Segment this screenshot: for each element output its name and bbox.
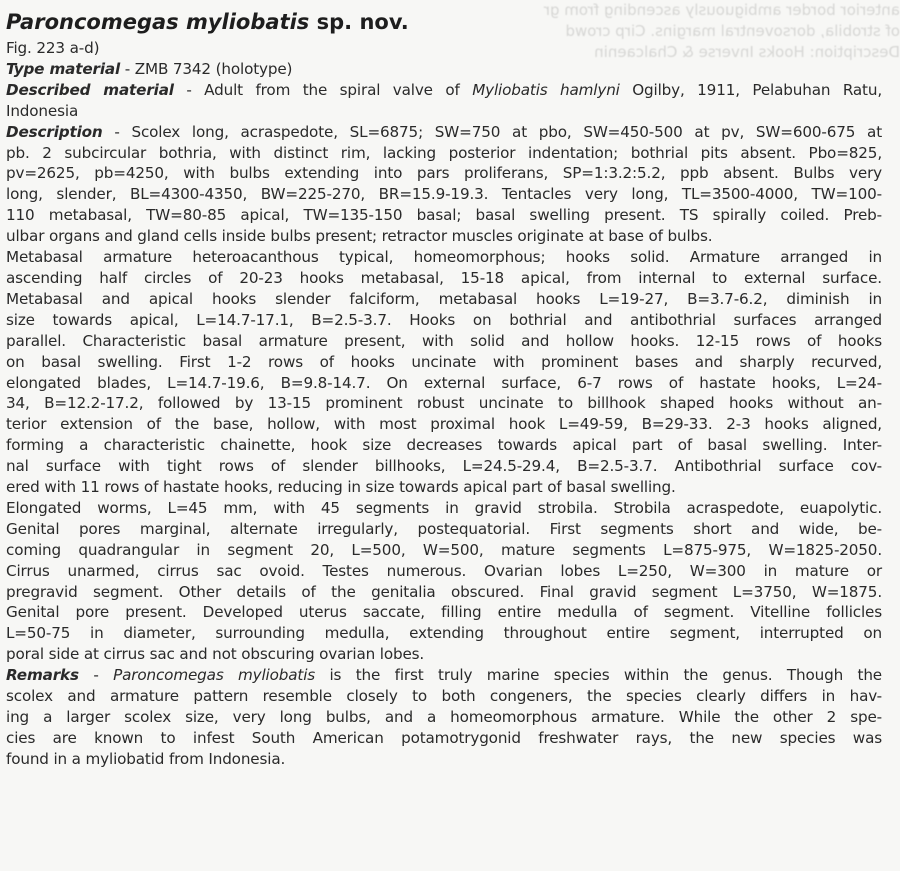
text-run: pv=2625, pb=4250, with bulbs extending into pars proliferans, SP=1:3.2:5.2, ppb absent. Bulbs very: [6, 164, 882, 183]
text-line: [6, 582, 882, 603]
italic-taxon: Paroncomegas myliobatis: [113, 666, 316, 685]
species-suffix: sp. nov.: [309, 10, 409, 34]
text-run: elongated blades, L=14.7-19.6, B=9.8-14.7. On external surface, 6-7 rows of hastate hooks, L=24-: [6, 373, 882, 392]
text-run: coming quadrangular in segment 20, L=500, W=500, mature segments L=875-975, W=1825-2050.: [6, 540, 882, 559]
text-run: terior extension of the base, hollow, with most proximal hook L=49-59, B=29-33. 2-3 hooks aligned,: [6, 415, 882, 434]
text-line: [6, 247, 882, 268]
species-title: [6, 8, 882, 36]
section-label: Remarks: [6, 666, 79, 685]
text-run: Ogilby, 1911, Pelabuhan Ratu,: [619, 80, 883, 99]
text-run: long, slender, BL=4300-4350, BW=225-270, BR=15.9-19.3. Tentacles very long, TL=3500-4000, TW=100-: [6, 185, 882, 204]
text-line: [6, 623, 882, 644]
bleed-line: Description: Hooks Inverse & Chalcaenin: [594, 43, 900, 61]
text-run: - Adult from the spiral valve of: [173, 80, 473, 99]
text-line: [6, 686, 882, 707]
text-run: Metabasal and apical hooks slender falciform, metabasal hooks L=19-27, B=3.7-6.2, diminish in: [6, 289, 882, 308]
text-run: cies are known to infest South American potamotrygonid freshwater rays, the new species was: [6, 728, 882, 747]
text-run: ascending half circles of 20-23 hooks metabasal, 15-18 apical, from internal to external surface.: [6, 268, 882, 287]
entry-body: [6, 38, 882, 770]
text-run: pb. 2 subcircular bothria, with distinct rim, lacking posterior indentation; bothrial pits absent. Pbo=825,: [6, 143, 882, 162]
text-run: poral side at cirrus sac and not obscuring ovarian lobes.: [6, 645, 425, 664]
text-line: [6, 205, 882, 226]
text-run: scolex and armature pattern resemble closely to both congeners, the species clearly differs in hav-: [6, 687, 882, 706]
text-line: [6, 122, 882, 143]
section-label: Described material: [6, 80, 174, 99]
section-label: Description: [6, 122, 103, 141]
text-line: [6, 163, 882, 184]
text-line: [6, 435, 882, 456]
text-run: Genital pore present. Developed uterus saccate, filling entire medulla of segment. Vitelline follicles: [6, 603, 882, 622]
species-name: Paroncomegas myliobatis: [6, 10, 310, 34]
section-label: Type material: [6, 59, 121, 78]
text-run: Metabasal armature heteroacanthous typical, homeomorphous; hooks solid. Armature arranged in: [6, 248, 882, 267]
text-run: Genital pores marginal, alternate irregularly, postequatorial. First segments short and wide, be-: [6, 519, 882, 538]
text-line: [6, 456, 882, 477]
text-run: 34, B=12.2-17.2, followed by 13-15 prominent robust uncinate to billhook shaped hooks without an-: [6, 394, 882, 413]
text-line: [6, 393, 882, 414]
text-run: -: [78, 666, 114, 685]
text-line: [6, 602, 882, 623]
text-line: [6, 707, 882, 728]
text-run: nal surface with tight rows of slender billhooks, L=24.5-29.4, B=2.5-3.7. Antibothrial surface cov-: [6, 457, 882, 476]
text-run: ulbar organs and gland cells inside bulbs present; retractor muscles originate at base of bulbs.: [6, 227, 713, 246]
text-line: [6, 80, 882, 101]
text-run: Fig. 223 a-d): [6, 39, 100, 57]
species-entry: [6, 8, 882, 770]
text-run: found in a myliobatid from Indonesia.: [6, 749, 286, 768]
bleed-line: of strobila, dorsoventral margins. Cirp crowd: [565, 22, 900, 40]
text-run: - ZMB 7342 (holotype): [120, 59, 293, 78]
text-line: [6, 540, 882, 561]
text-line: [6, 184, 882, 205]
text-run: on basal swelling. First 1-2 rows of hooks uncinate with prominent bases and sharply recurved,: [6, 352, 882, 371]
text-line: [6, 519, 882, 540]
text-line: [6, 310, 882, 331]
text-run: - Scolex long, acraspedote, SL=6875; SW=750 at pbo, SW=450-500 at pv, SW=600-675 at: [102, 122, 882, 141]
text-line: [6, 477, 882, 498]
text-line: [6, 289, 882, 310]
text-run: pregravid segment. Other details of the genitalia obscured. Final gravid segment L=3750, W=1875.: [6, 582, 882, 601]
text-line: [6, 268, 882, 289]
text-line: [6, 352, 882, 373]
text-run: Elongated worms, L=45 mm, with 45 segments in gravid strobila. Strobila acraspedote, euapolytic.: [6, 498, 882, 517]
text-run: size towards apical, L=14.7-17.1, B=2.5-3.7. Hooks on bothrial and antibothrial surfaces arranged: [6, 310, 882, 329]
text-line: [6, 331, 882, 352]
text-line: [6, 728, 882, 749]
text-line: [6, 749, 882, 770]
text-run: ered with 11 rows of hastate hooks, reducing in size towards apical part of basal swelling.: [6, 478, 676, 497]
text-line: [6, 101, 882, 122]
text-line: [6, 373, 882, 394]
text-line: [6, 498, 882, 519]
text-line: [6, 59, 882, 80]
text-run: parallel. Characteristic basal armature present, with solid and hollow hooks. 12-15 rows of hooks: [6, 331, 882, 350]
text-run: L=50-75 in diameter, surrounding medulla, extending throughout entire segment, interrupted on: [6, 624, 882, 643]
text-run: forming a characteristic chainette, hook size decreases towards apical part of basal swelling. Inter-: [6, 436, 882, 455]
text-line: [6, 226, 882, 247]
text-line: [6, 665, 882, 686]
text-line: [6, 561, 882, 582]
text-line: [6, 414, 882, 435]
text-run: is the first truly marine species within the genus. Though the: [315, 666, 882, 685]
text-line: [6, 38, 882, 59]
text-run: Cirrus unarmed, cirrus sac ovoid. Testes numerous. Ovarian lobes L=250, W=300 in mature or: [6, 561, 882, 580]
text-run: 110 metabasal, TW=80-85 apical, TW=135-150 basal; basal swelling present. TS spirally coiled. Preb-: [6, 206, 882, 225]
italic-taxon: Myliobatis hamlyni: [472, 80, 620, 99]
text-run: ing a larger scolex size, very long bulbs, and a homeomorphous armature. While the other 2 spe-: [6, 708, 882, 726]
text-line: [6, 644, 882, 665]
text-line: [6, 143, 882, 164]
bleed-line: anterior border ambiguously ascending from gr: [543, 1, 900, 19]
text-run: Indonesia: [6, 101, 79, 120]
